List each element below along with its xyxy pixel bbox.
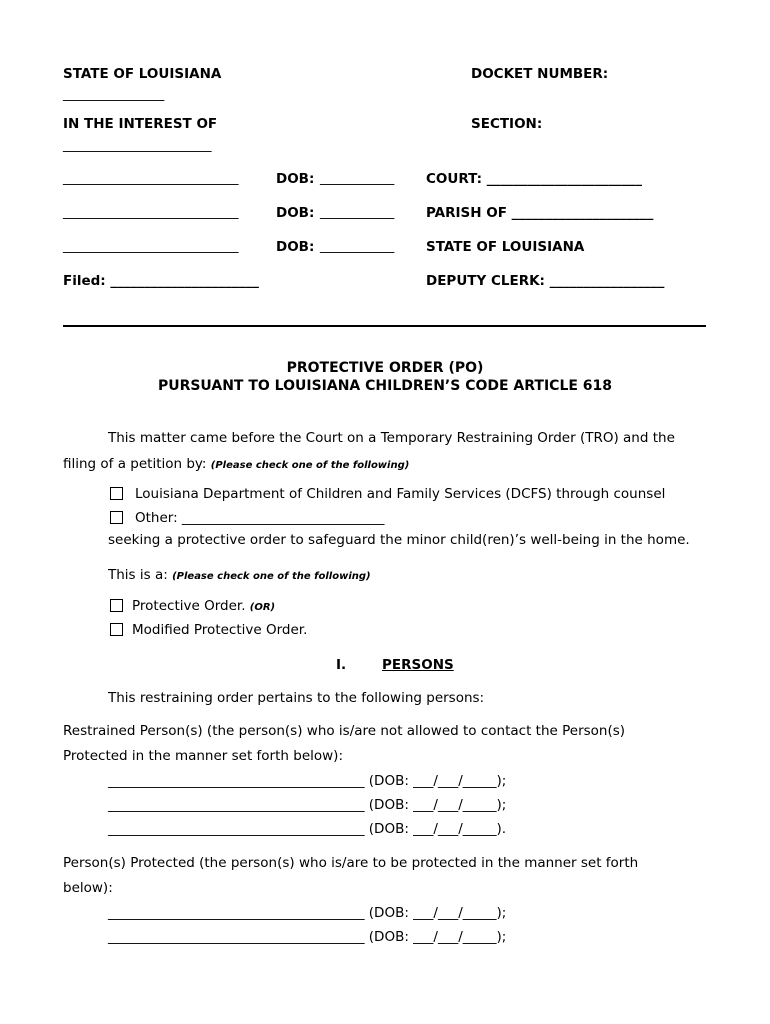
state-blank[interactable]: _______________ (63, 86, 165, 102)
section-label: SECTION: (471, 116, 543, 132)
intro-line-2 (63, 456, 409, 472)
protected-person-field[interactable]: ______________________________________ (DOB: ___/___/_____); (108, 905, 507, 921)
protected-line-2: below): (63, 880, 113, 896)
protected-line-1: Person(s) Protected (the person(s) who is/are to be protected in the manner set forth (63, 855, 639, 871)
state-of-louisiana-left: STATE OF LOUISIANA (63, 66, 222, 82)
section-heading: PERSONS (382, 657, 454, 673)
dob-blank[interactable]: ___________ (320, 238, 395, 254)
protective-order-option (132, 598, 275, 614)
filing-petition-label: filing of a petition by: (63, 456, 207, 472)
filed-field[interactable]: Filed: ______________________ (63, 273, 259, 289)
document-title: PROTECTIVE ORDER (PO) (286, 360, 484, 376)
other-option-field[interactable]: Other: ______________________________ (135, 510, 385, 526)
parish-field[interactable]: PARISH OF _____________________ (426, 205, 654, 221)
other-checkbox[interactable] (110, 511, 123, 524)
persons-intro: This restraining order pertains to the following persons: (108, 690, 485, 706)
this-is-a-label: This is a: (108, 567, 168, 583)
restrained-person-field[interactable]: ______________________________________ (DOB: ___/___/_____); (108, 797, 507, 813)
dob-blank[interactable]: ___________ (320, 170, 395, 186)
dcfs-option-label: Louisiana Department of Children and Family Services (DCFS) through counsel (135, 486, 666, 502)
section-numeral: I. (336, 657, 347, 673)
modified-order-label: Modified Protective Order. (132, 622, 308, 638)
or-note: (OR) (249, 602, 276, 613)
child-name-blank[interactable]: __________________________ (63, 170, 239, 186)
restrained-line-1: Restrained Person(s) (the person(s) who is/are not allowed to contact the Person(s) (63, 723, 626, 739)
dob-label: DOB: (276, 171, 315, 187)
protective-order-checkbox[interactable] (110, 599, 123, 612)
restrained-person-field[interactable]: ______________________________________ (DOB: ___/___/_____). (108, 821, 507, 837)
restrained-line-2: Protected in the manner set forth below): (63, 748, 343, 764)
check-one-note: (Please check one of the following) (172, 571, 371, 582)
document-subtitle: PURSUANT TO LOUISIANA CHILDREN’S CODE ARTICLE 618 (157, 378, 613, 394)
this-is-a-line (108, 567, 371, 583)
check-one-note: (Please check one of the following) (210, 460, 410, 471)
in-interest-blank[interactable]: ______________________ (63, 137, 212, 153)
child-name-blank[interactable]: __________________________ (63, 238, 239, 254)
deputy-clerk-field[interactable]: DEPUTY CLERK: _________________ (426, 273, 665, 289)
state-of-louisiana-right: STATE OF LOUISIANA (426, 239, 585, 255)
court-field[interactable]: COURT: _______________________ (426, 171, 642, 187)
intro-line-1: This matter came before the Court on a Temporary Restraining Order (TRO) and the (108, 430, 675, 446)
dob-label: DOB: (276, 205, 315, 221)
dob-label: DOB: (276, 239, 315, 255)
protective-order-label: Protective Order. (132, 598, 246, 614)
in-interest-of-label: IN THE INTEREST OF (63, 116, 218, 132)
dcfs-checkbox[interactable] (110, 487, 123, 500)
dob-blank[interactable]: ___________ (320, 204, 395, 220)
docket-number-label: DOCKET NUMBER: (471, 66, 609, 82)
seeking-text: seeking a protective order to safeguard the minor child(ren)’s well-being in the home. (108, 532, 690, 548)
protected-person-field[interactable]: ______________________________________ (DOB: ___/___/_____); (108, 929, 507, 945)
child-name-blank[interactable]: __________________________ (63, 204, 239, 220)
modified-order-checkbox[interactable] (110, 623, 123, 636)
caption-divider (63, 325, 706, 327)
restrained-person-field[interactable]: ______________________________________ (DOB: ___/___/_____); (108, 773, 507, 789)
